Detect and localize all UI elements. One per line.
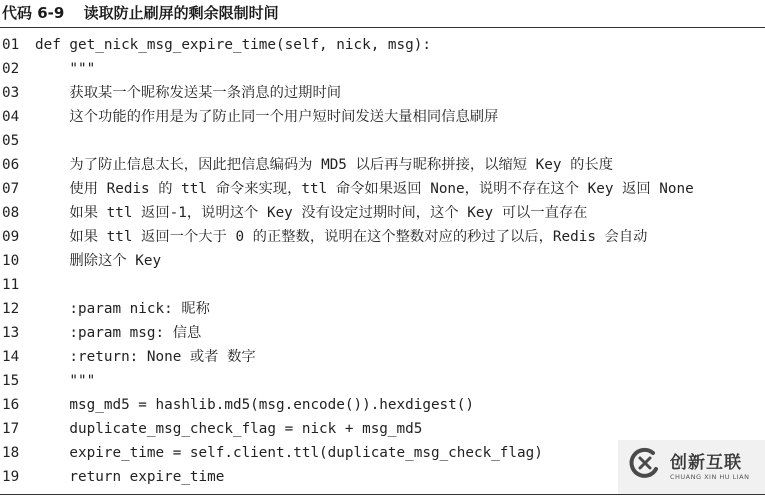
- line-number: 12: [2, 301, 20, 317]
- watermark-subtitle: CHUANG XIN HU LIAN: [670, 473, 750, 481]
- line-number: 10: [2, 253, 20, 269]
- line-number: 01: [2, 37, 20, 53]
- code-text: return expire_time: [35, 469, 225, 485]
- code-line: [0, 129, 765, 153]
- code-line: [0, 393, 765, 417]
- code-text: """: [35, 61, 96, 77]
- line-number: 03: [2, 85, 20, 101]
- line-number: 13: [2, 325, 20, 341]
- code-text: 删除这个 Key: [35, 253, 162, 269]
- chuangxin-hulian-logo-icon: [628, 446, 662, 480]
- code-line: [0, 321, 765, 345]
- line-number: 09: [2, 229, 20, 245]
- code-text: :return: None 或者 数字: [35, 349, 256, 365]
- line-number: 02: [2, 61, 20, 77]
- code-text: def get_nick_msg_expire_time(self, nick, msg):: [35, 37, 431, 53]
- code-line: [0, 225, 765, 249]
- line-number: 06: [2, 157, 20, 173]
- code-line: [0, 297, 765, 321]
- listing-bottom-divider: [0, 494, 765, 495]
- line-number: 17: [2, 421, 20, 437]
- caption-divider: [0, 27, 765, 28]
- code-text: msg_md5 = hashlib.md5(msg.encode()).hexdigest(): [35, 397, 474, 413]
- code-line: [0, 105, 765, 129]
- code-line: [0, 345, 765, 369]
- code-line: [0, 33, 765, 57]
- code-text: 使用 Redis 的 ttl 命令来实现，ttl 命令如果返回 None，说明不存在这个 Key 返回 None: [35, 181, 694, 197]
- code-line: [0, 81, 765, 105]
- code-line: [0, 201, 765, 225]
- code-line: [0, 249, 765, 273]
- code-text: expire_time = self.client.ttl(duplicate_msg_check_flag): [35, 445, 543, 461]
- code-line: [0, 177, 765, 201]
- code-line: [0, 153, 765, 177]
- code-text: 如果 ttl 返回-1，说明这个 Key 没有设定过期时间，这个 Key 可以一直存在: [35, 205, 588, 221]
- listing-number: 代码 6-9: [2, 4, 65, 22]
- listing-title: 读取防止刷屏的剩余限制时间: [83, 4, 279, 22]
- watermark: [618, 440, 765, 494]
- code-listing-caption: [2, 2, 279, 24]
- code-text: 获取某一个昵称发送某一条消息的过期时间: [35, 85, 342, 101]
- line-number: 15: [2, 373, 20, 389]
- code-listing: [0, 33, 765, 489]
- code-text: 为了防止信息太长，因此把信息编码为 MD5 以后再与昵称拼接，以缩短 Key 的长度: [35, 157, 614, 173]
- watermark-name: 创新互联: [670, 453, 742, 473]
- line-number: 16: [2, 397, 20, 413]
- code-line: [0, 273, 765, 297]
- line-number: 08: [2, 205, 20, 221]
- code-text: 这个功能的作用是为了防止同一个用户短时间发送大量相同信息刷屏: [35, 109, 499, 125]
- line-number: 05: [2, 133, 20, 149]
- line-number: 07: [2, 181, 20, 197]
- code-text: :param nick: 昵称: [35, 301, 210, 317]
- code-text: :param msg: 信息: [35, 325, 202, 341]
- code-text: duplicate_msg_check_flag = nick + msg_md5: [35, 421, 423, 437]
- code-line: [0, 369, 765, 393]
- code-text: 如果 ttl 返回一个大于 0 的正整数，说明在这个整数对应的秒过了以后，Redis 会自动: [35, 229, 648, 245]
- line-number: 18: [2, 445, 20, 461]
- line-number: 11: [2, 277, 20, 293]
- code-line: [0, 417, 765, 441]
- code-text: """: [35, 373, 96, 389]
- code-line: [0, 57, 765, 81]
- line-number: 19: [2, 469, 20, 485]
- line-number: 14: [2, 349, 20, 365]
- line-number: 04: [2, 109, 20, 125]
